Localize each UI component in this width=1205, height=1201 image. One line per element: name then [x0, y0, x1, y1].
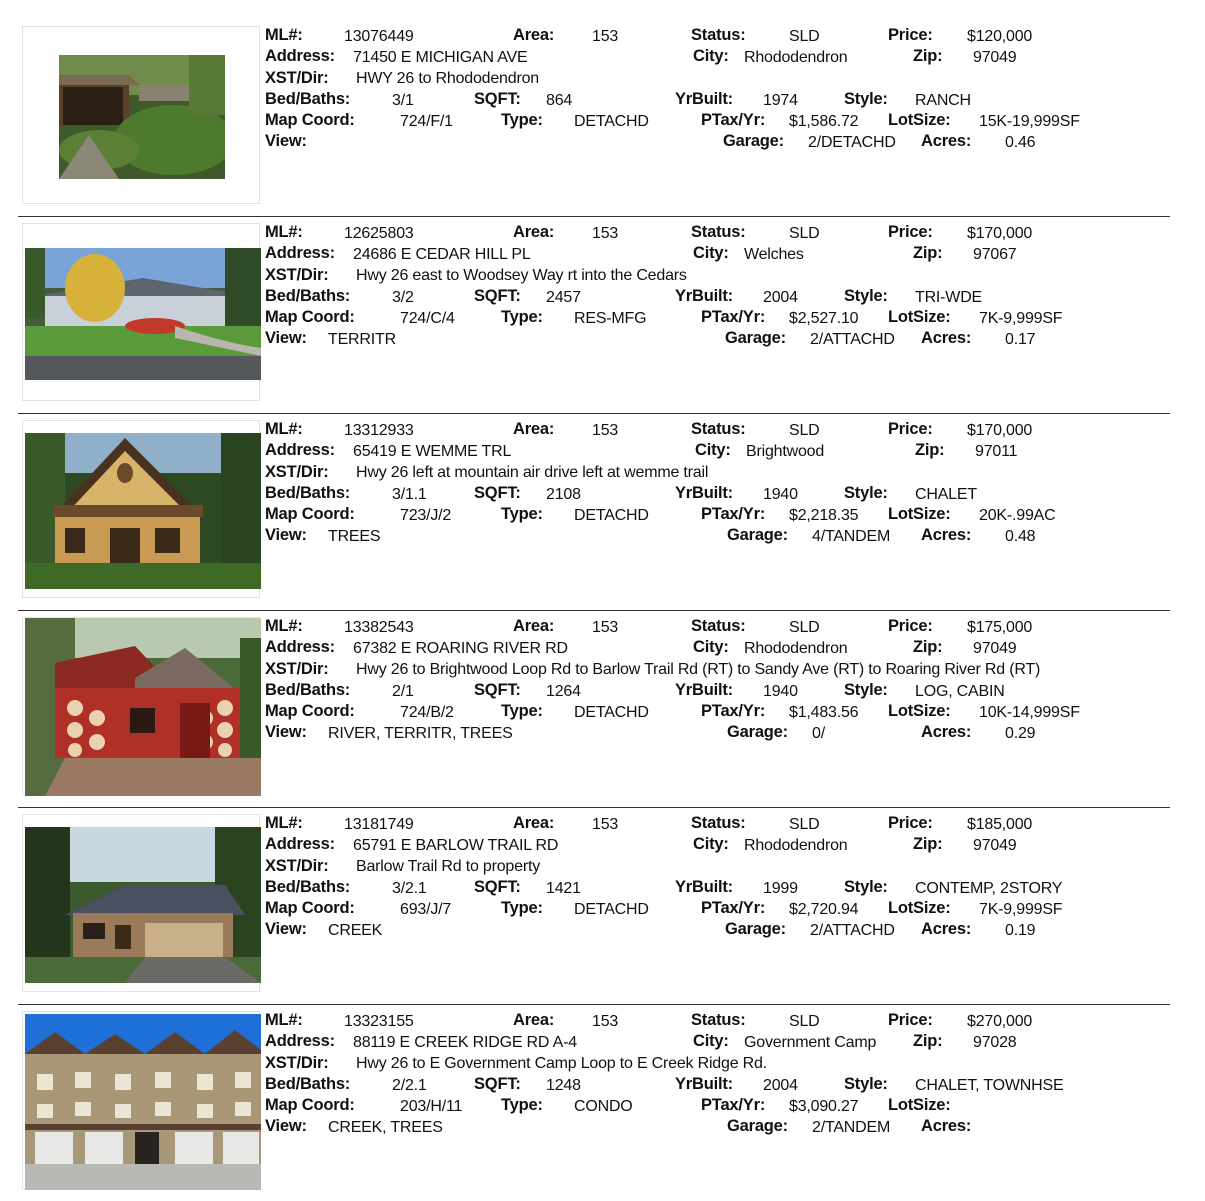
ml-label: ML#:: [265, 26, 303, 44]
sqft-label: SQFT:: [474, 878, 521, 896]
status-value: SLD: [789, 619, 820, 636]
lotsize-label: LotSize:: [888, 505, 951, 523]
garage-label: Garage:: [727, 723, 788, 741]
mapcoord-label: Map Coord:: [265, 702, 355, 720]
view-value: CREEK: [328, 922, 383, 939]
city-label: City:: [693, 1032, 729, 1050]
ml-label: ML#:: [265, 1011, 303, 1029]
zip-label: Zip:: [915, 441, 945, 459]
area-label: Area:: [513, 617, 555, 635]
mapcoord-label: Map Coord:: [265, 505, 355, 523]
type-value: RES-MFG: [574, 310, 647, 327]
area-value: 153: [592, 1013, 619, 1030]
area-label: Area:: [513, 26, 555, 44]
xst-label: XST/Dir:: [265, 857, 329, 875]
xst-value: HWY 26 to Rhododendron: [356, 70, 539, 87]
mapcoord-label: Map Coord:: [265, 899, 355, 917]
city-value: Welches: [744, 246, 804, 263]
yrbuilt-value: 1999: [763, 880, 798, 897]
acres-label: Acres:: [921, 1117, 972, 1135]
area-value: 153: [592, 422, 619, 439]
type-label: Type:: [501, 1096, 543, 1114]
view-value: RIVER, TERRITR, TREES: [328, 725, 513, 742]
status-label: Status:: [691, 223, 746, 241]
style-value: TRI-WDE: [915, 289, 983, 306]
yrbuilt-value: 1974: [763, 92, 798, 109]
bedbaths-label: Bed/Baths:: [265, 287, 351, 305]
house-photo[interactable]: [25, 618, 261, 796]
yrbuilt-label: YrBuilt:: [675, 878, 733, 896]
house-photo[interactable]: [25, 433, 261, 589]
area-label: Area:: [513, 1011, 555, 1029]
listing-row: [0, 20, 1205, 216]
view-label: View:: [265, 1117, 307, 1135]
listing-row: [0, 1005, 1205, 1201]
lotsize-label: LotSize:: [888, 308, 951, 326]
mapcoord-value: 693/J/7: [400, 901, 452, 918]
status-value: SLD: [789, 225, 820, 242]
price-label: Price:: [888, 814, 933, 832]
view-value: TERRITR: [328, 331, 396, 348]
style-value: CHALET: [915, 486, 977, 503]
xst-value: Hwy 26 to Brightwood Loop Rd to Barlow Trail Rd (RT) to Sandy Ave (RT) to Roaring River Rd (RT): [356, 661, 1041, 678]
price-label: Price:: [888, 1011, 933, 1029]
address-label: Address:: [265, 441, 335, 459]
xst-label: XST/Dir:: [265, 69, 329, 87]
mapcoord-value: 724/F/1: [400, 113, 453, 130]
status-label: Status:: [691, 617, 746, 635]
city-label: City:: [693, 638, 729, 656]
zip-value: 97011: [975, 443, 1018, 460]
ptax-value: $1,586.72: [789, 113, 859, 130]
city-label: City:: [693, 835, 729, 853]
view-label: View:: [265, 723, 307, 741]
type-value: DETACHD: [574, 507, 649, 524]
area-label: Area:: [513, 223, 555, 241]
acres-label: Acres:: [921, 920, 972, 938]
price-label: Price:: [888, 26, 933, 44]
zip-label: Zip:: [913, 1032, 943, 1050]
listing-row: [0, 217, 1205, 413]
bedbaths-value: 3/1: [392, 92, 414, 109]
ptax-value: $2,527.10: [789, 310, 859, 327]
view-label: View:: [265, 526, 307, 544]
acres-label: Acres:: [921, 723, 972, 741]
xst-value: Hwy 26 east to Woodsey Way rt into the Cedars: [356, 267, 687, 284]
yrbuilt-label: YrBuilt:: [675, 1075, 733, 1093]
view-value: CREEK, TREES: [328, 1119, 443, 1136]
garage-value: 4/TANDEM: [812, 528, 891, 545]
bedbaths-label: Bed/Baths:: [265, 681, 351, 699]
ptax-label: PTax/Yr:: [701, 702, 766, 720]
ml-label: ML#:: [265, 617, 303, 635]
garage-label: Garage:: [725, 920, 786, 938]
zip-value: 97049: [973, 640, 1017, 657]
style-label: Style:: [844, 878, 888, 896]
zip-label: Zip:: [913, 244, 943, 262]
acres-value: 0.17: [1005, 331, 1036, 348]
mapcoord-label: Map Coord:: [265, 111, 355, 129]
house-photo[interactable]: [25, 248, 261, 380]
area-label: Area:: [513, 420, 555, 438]
garage-label: Garage:: [723, 132, 784, 150]
address-label: Address:: [265, 1032, 335, 1050]
ptax-label: PTax/Yr:: [701, 111, 766, 129]
yrbuilt-value: 2004: [763, 289, 798, 306]
mapcoord-value: 724/B/2: [400, 704, 454, 721]
type-label: Type:: [501, 505, 543, 523]
ptax-value: $2,218.35: [789, 507, 859, 524]
view-label: View:: [265, 920, 307, 938]
bedbaths-value: 3/2.1: [392, 880, 427, 897]
garage-label: Garage:: [727, 1117, 788, 1135]
city-label: City:: [693, 47, 729, 65]
house-photo[interactable]: [59, 55, 225, 179]
city-value: Rhododendron: [744, 837, 848, 854]
city-value: Rhododendron: [744, 49, 848, 66]
xst-label: XST/Dir:: [265, 1054, 329, 1072]
zip-value: 97049: [973, 49, 1017, 66]
yrbuilt-value: 1940: [763, 683, 798, 700]
price-value: $170,000: [967, 225, 1033, 242]
sqft-label: SQFT:: [474, 681, 521, 699]
sqft-value: 1248: [546, 1077, 581, 1094]
acres-label: Acres:: [921, 526, 972, 544]
sqft-label: SQFT:: [474, 90, 521, 108]
garage-value: 0/: [812, 725, 825, 742]
type-value: CONDO: [574, 1098, 633, 1115]
bedbaths-value: 3/2: [392, 289, 414, 306]
ptax-label: PTax/Yr:: [701, 308, 766, 326]
area-label: Area:: [513, 814, 555, 832]
price-value: $175,000: [967, 619, 1033, 636]
status-label: Status:: [691, 26, 746, 44]
acres-label: Acres:: [921, 329, 972, 347]
xst-label: XST/Dir:: [265, 660, 329, 678]
price-value: $270,000: [967, 1013, 1033, 1030]
mapcoord-value: 723/J/2: [400, 507, 452, 524]
address-value: 71450 E MICHIGAN AVE: [353, 49, 528, 66]
yrbuilt-label: YrBuilt:: [675, 287, 733, 305]
ml-label: ML#:: [265, 420, 303, 438]
type-value: DETACHD: [574, 901, 649, 918]
listing-photo-frame: [22, 814, 260, 992]
type-label: Type:: [501, 702, 543, 720]
ml-value: 13382543: [344, 619, 414, 636]
listing-photo-frame: [22, 26, 260, 204]
sqft-value: 1421: [546, 880, 581, 897]
view-value: TREES: [328, 528, 381, 545]
area-value: 153: [592, 816, 619, 833]
type-value: DETACHD: [574, 704, 649, 721]
listing-photo-frame: [22, 617, 260, 795]
address-label: Address:: [265, 47, 335, 65]
style-value: CONTEMP, 2STORY: [915, 880, 1063, 897]
garage-label: Garage:: [727, 526, 788, 544]
zip-label: Zip:: [913, 835, 943, 853]
status-value: SLD: [789, 28, 820, 45]
address-value: 88119 E CREEK RIDGE RD A-4: [353, 1034, 577, 1051]
xst-value: Hwy 26 to E Government Camp Loop to E Creek Ridge Rd.: [356, 1055, 767, 1072]
status-label: Status:: [691, 814, 746, 832]
status-value: SLD: [789, 1013, 820, 1030]
address-label: Address:: [265, 835, 335, 853]
lotsize-value: 7K-9,999SF: [979, 310, 1063, 327]
lotsize-value: 10K-14,999SF: [979, 704, 1080, 721]
zip-value: 97067: [973, 246, 1017, 263]
ptax-value: $1,483.56: [789, 704, 859, 721]
city-value: Brightwood: [746, 443, 825, 460]
yrbuilt-value: 2004: [763, 1077, 798, 1094]
lotsize-label: LotSize:: [888, 111, 951, 129]
address-label: Address:: [265, 638, 335, 656]
sqft-label: SQFT:: [474, 287, 521, 305]
ml-label: ML#:: [265, 223, 303, 241]
yrbuilt-value: 1940: [763, 486, 798, 503]
bedbaths-value: 2/2.1: [392, 1077, 427, 1094]
sqft-value: 2108: [546, 486, 581, 503]
style-label: Style:: [844, 287, 888, 305]
ml-value: 13076449: [344, 28, 414, 45]
sqft-value: 864: [546, 92, 573, 109]
view-label: View:: [265, 132, 307, 150]
house-photo[interactable]: [25, 1014, 261, 1190]
zip-value: 97028: [973, 1034, 1017, 1051]
listing-row: [0, 808, 1205, 1004]
type-label: Type:: [501, 308, 543, 326]
lotsize-label: LotSize:: [888, 1096, 951, 1114]
zip-label: Zip:: [913, 47, 943, 65]
address-value: 65791 E BARLOW TRAIL RD: [353, 837, 559, 854]
ml-value: 13323155: [344, 1013, 414, 1030]
ptax-label: PTax/Yr:: [701, 899, 766, 917]
area-value: 153: [592, 619, 619, 636]
type-label: Type:: [501, 111, 543, 129]
status-label: Status:: [691, 1011, 746, 1029]
ptax-label: PTax/Yr:: [701, 1096, 766, 1114]
lotsize-value: 7K-9,999SF: [979, 901, 1063, 918]
acres-value: 0.19: [1005, 922, 1036, 939]
garage-value: 2/ATTACHD: [810, 922, 895, 939]
bedbaths-value: 3/1.1: [392, 486, 427, 503]
price-label: Price:: [888, 617, 933, 635]
price-label: Price:: [888, 223, 933, 241]
ptax-value: $3,090.27: [789, 1098, 859, 1115]
yrbuilt-label: YrBuilt:: [675, 484, 733, 502]
listing-photo-frame: [22, 223, 260, 401]
house-photo[interactable]: [25, 827, 261, 983]
view-label: View:: [265, 329, 307, 347]
bedbaths-value: 2/1: [392, 683, 414, 700]
ptax-value: $2,720.94: [789, 901, 859, 918]
lotsize-label: LotSize:: [888, 702, 951, 720]
sqft-value: 2457: [546, 289, 581, 306]
city-label: City:: [695, 441, 731, 459]
garage-label: Garage:: [725, 329, 786, 347]
acres-value: 0.46: [1005, 134, 1036, 151]
ml-value: 12625803: [344, 225, 414, 242]
city-label: City:: [693, 244, 729, 262]
bedbaths-label: Bed/Baths:: [265, 1075, 351, 1093]
area-value: 153: [592, 225, 619, 242]
address-value: 24686 E CEDAR HILL PL: [353, 246, 531, 263]
style-label: Style:: [844, 1075, 888, 1093]
mapcoord-value: 203/H/11: [400, 1098, 463, 1115]
listing-row: [0, 414, 1205, 610]
acres-value: 0.48: [1005, 528, 1036, 545]
price-value: $120,000: [967, 28, 1033, 45]
lotsize-value: 15K-19,999SF: [979, 113, 1080, 130]
status-value: SLD: [789, 422, 820, 439]
style-value: CHALET, TOWNHSE: [915, 1077, 1064, 1094]
bedbaths-label: Bed/Baths:: [265, 90, 351, 108]
zip-value: 97049: [973, 837, 1017, 854]
city-value: Government Camp: [744, 1034, 877, 1051]
mapcoord-label: Map Coord:: [265, 1096, 355, 1114]
style-label: Style:: [844, 90, 888, 108]
style-value: LOG, CABIN: [915, 683, 1005, 700]
price-label: Price:: [888, 420, 933, 438]
address-value: 67382 E ROARING RIVER RD: [353, 640, 568, 657]
mapcoord-label: Map Coord:: [265, 308, 355, 326]
price-value: $170,000: [967, 422, 1033, 439]
ml-value: 13312933: [344, 422, 414, 439]
bedbaths-label: Bed/Baths:: [265, 878, 351, 896]
acres-value: 0.29: [1005, 725, 1036, 742]
xst-label: XST/Dir:: [265, 463, 329, 481]
mapcoord-value: 724/C/4: [400, 310, 455, 327]
status-value: SLD: [789, 816, 820, 833]
xst-value: Hwy 26 left at mountain air drive left at wemme trail: [356, 464, 709, 481]
ml-label: ML#:: [265, 814, 303, 832]
sqft-value: 1264: [546, 683, 581, 700]
garage-value: 2/DETACHD: [808, 134, 896, 151]
address-value: 65419 E WEMME TRL: [353, 443, 512, 460]
bedbaths-label: Bed/Baths:: [265, 484, 351, 502]
lotsize-label: LotSize:: [888, 899, 951, 917]
sqft-label: SQFT:: [474, 484, 521, 502]
acres-label: Acres:: [921, 132, 972, 150]
city-value: Rhododendron: [744, 640, 848, 657]
garage-value: 2/TANDEM: [812, 1119, 891, 1136]
style-label: Style:: [844, 681, 888, 699]
xst-value: Barlow Trail Rd to property: [356, 858, 541, 875]
yrbuilt-label: YrBuilt:: [675, 90, 733, 108]
ptax-label: PTax/Yr:: [701, 505, 766, 523]
yrbuilt-label: YrBuilt:: [675, 681, 733, 699]
ml-value: 13181749: [344, 816, 414, 833]
type-label: Type:: [501, 899, 543, 917]
address-label: Address:: [265, 244, 335, 262]
style-value: RANCH: [915, 92, 971, 109]
area-value: 153: [592, 28, 619, 45]
xst-label: XST/Dir:: [265, 266, 329, 284]
style-label: Style:: [844, 484, 888, 502]
price-value: $185,000: [967, 816, 1033, 833]
lotsize-value: 20K-.99AC: [979, 507, 1056, 524]
listing-row: [0, 611, 1205, 807]
zip-label: Zip:: [913, 638, 943, 656]
status-label: Status:: [691, 420, 746, 438]
garage-value: 2/ATTACHD: [810, 331, 895, 348]
listing-photo-frame: [22, 1011, 260, 1189]
sqft-label: SQFT:: [474, 1075, 521, 1093]
listing-photo-frame: [22, 420, 260, 598]
type-value: DETACHD: [574, 113, 649, 130]
